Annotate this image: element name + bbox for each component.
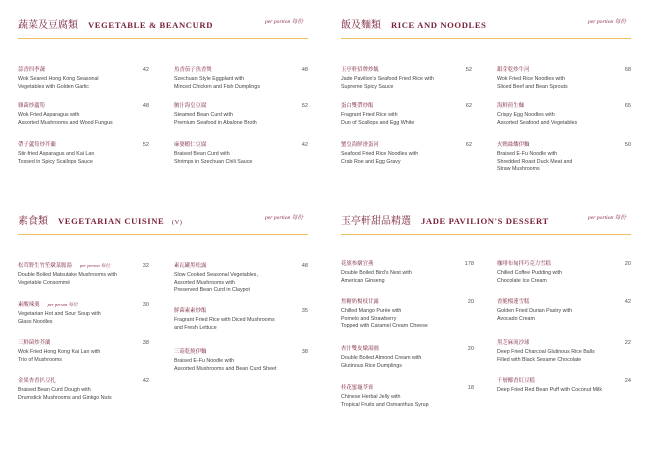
per-portion-label: per portion 每份 <box>588 215 626 221</box>
item-price: 20 <box>467 299 474 305</box>
per-person-label: per person 每位 <box>47 302 78 307</box>
item-desc: Braised Bean Curd with Shrimps in Szechuan Chili Sauce <box>174 151 253 165</box>
menu-item <box>497 141 572 174</box>
section-title <box>18 15 213 33</box>
item-desc: Szechuan Style Eggplant with Minced Chicken and Fish Dumplings <box>174 76 260 90</box>
item-name-zh: 鮑汁海皇豆腐 <box>174 103 207 109</box>
item-name-zh: 香脆榴蓮雪糕 <box>497 299 530 305</box>
section-dessert <box>341 211 631 411</box>
item-name-zh: 魚香茄子魚香煲 <box>174 67 212 73</box>
menu-item <box>18 66 99 91</box>
menu-item <box>18 102 113 127</box>
item-name-zh: 海鮮煎生麵 <box>497 103 524 109</box>
item-desc: Fragrant Fried Rice with Diced Mushrooms and Fresh Lettuce <box>174 317 275 331</box>
menu-item <box>18 262 117 287</box>
item-price: 30 <box>142 302 149 308</box>
item-price: 48 <box>301 263 308 269</box>
item-price: 20 <box>624 261 631 267</box>
item-desc: Chilled Mango Purée with Pomelo and Strawberry Topped with Caramel Cream Cheese <box>341 308 428 330</box>
item-desc: Double Boiled Bird's Nest with American Ginseng <box>341 270 412 284</box>
item-desc: Double Boiled Almond Cream with Glutinous Rice Dumplings <box>341 355 422 369</box>
item-name-zh: 焦糖奶楊枝甘露 <box>341 299 379 305</box>
menu-item <box>174 102 257 127</box>
section-rice-noodles <box>341 15 631 195</box>
menu-item <box>174 307 275 332</box>
menu-item <box>497 66 568 91</box>
menu-item <box>18 301 101 326</box>
item-desc: Steamed Bean Curd with Premium Seafood in Abalone Broth <box>174 112 257 126</box>
item-desc: Deep Fried Charcoal Glutinous Rice Balls Filled with Black Sesame Chocolate <box>497 349 595 363</box>
section-title-zh: 蔬菜及豆腐類 <box>18 20 78 31</box>
menu-item <box>341 102 414 127</box>
item-name-zh: 杏汁雙皮燉湯圓 <box>341 346 379 352</box>
item-name-zh: 鮮菌素素炒飯 <box>174 308 207 314</box>
item-desc: Chilled Coffee Pudding with Chocolate Ice Cream <box>497 270 562 284</box>
item-name-zh: 三鮮菌炒芥蘭 <box>18 340 51 346</box>
item-desc: Vegetarian Hot and Sour Soup with Glass Noodles <box>18 311 101 325</box>
item-desc: Braised E-Fu Noodle with Shredded Roast Duck Meat and Straw Mushrooms <box>497 151 573 173</box>
item-desc: Jade Pavilion's Seafood Fried Rice with Supreme Spicy Sauce <box>341 76 434 90</box>
item-price: 42 <box>142 378 149 384</box>
section-title <box>18 211 183 229</box>
item-price: 50 <box>624 142 631 148</box>
item-price: 42 <box>301 142 308 148</box>
item-price: 62 <box>465 103 472 109</box>
item-price: 24 <box>624 378 631 384</box>
menu-item <box>174 348 276 373</box>
menu-item <box>497 260 562 285</box>
menu-item <box>18 141 94 166</box>
item-desc: Wok Fried Rice Noodles with Sliced Beef and Bean Sprouts <box>497 76 568 90</box>
per-portion-label: per portion 每份 <box>265 19 303 25</box>
item-name-zh: 麻婆蝦仁豆腐 <box>174 142 207 148</box>
section-divider <box>18 234 308 235</box>
item-desc: Slow Cooked Seasonal Vegetables, Assorted Mushrooms with Preserved Bean Curd in Claypot <box>174 272 258 294</box>
menu-item <box>341 141 418 166</box>
item-desc: Double Boiled Matsutake Mushrooms with Vegetable Consommé <box>18 272 117 286</box>
menu-item <box>497 339 595 364</box>
item-price: 42 <box>142 67 149 73</box>
menu-item <box>174 262 258 295</box>
item-desc: Braised E-Fu Noodle with Assorted Mushrooms and Bean Curd Sheet <box>174 358 277 372</box>
item-name-zh: 蛋白雙帶炒飯 <box>341 103 374 109</box>
section-title-zh: 玉亭軒甜品精選 <box>341 216 411 227</box>
item-price: 48 <box>301 67 308 73</box>
item-name-zh: 火鴨絲燜伊麵 <box>497 142 530 148</box>
item-desc: Braised Bean Curd Dough with Drumstick Mushrooms and Ginkgo Nuts <box>18 387 112 401</box>
item-price: 62 <box>465 142 472 148</box>
menu-item <box>174 66 260 91</box>
item-name-zh: 蟹皇海鮮滑蛋河 <box>341 142 379 148</box>
item-desc: Deep Fried Red Bean Puff with Coconut Milk <box>497 387 603 393</box>
per-portion-label: per portion 每份 <box>588 19 626 25</box>
item-price: 52 <box>465 67 472 73</box>
section-title-zh: 飯及麵類 <box>341 20 381 31</box>
item-name-zh: 玉亭軒招牌炒飯 <box>341 67 379 73</box>
item-name-zh: 三菇乾燒伊麵 <box>174 349 207 355</box>
section-title <box>341 211 549 229</box>
item-name-zh: 蒜香四季蔬 <box>18 67 45 73</box>
item-name-zh: 雜菌炒蘆筍 <box>18 103 45 109</box>
item-desc: Golden Fried Durian Pastry with Avocado Cream <box>497 308 573 322</box>
item-price: 20 <box>467 346 474 352</box>
menu-item <box>497 377 602 395</box>
item-price: 22 <box>624 340 631 346</box>
menu-item <box>341 260 412 285</box>
item-price: 18 <box>467 385 474 391</box>
item-name-zh: 素瓦罐黑松露 <box>174 263 207 269</box>
item-name-zh: 黑芝麻流沙球 <box>497 340 530 346</box>
section-title-en: VEGETARIAN CUISINE <box>58 216 165 226</box>
section-title-en: RICE AND NOODLES <box>391 20 487 30</box>
per-portion-label: per portion 每份 <box>265 215 303 221</box>
item-price: 68 <box>624 67 631 73</box>
item-desc: Seafood Fried Rice Noodles with Crab Roe and Egg Gravy <box>341 151 419 165</box>
item-price: 38 <box>142 340 149 346</box>
item-desc: Crispy Egg Noodles with Assorted Seafood and Vegetables <box>497 112 578 126</box>
section-vegetarian <box>18 211 308 411</box>
section-title-zh: 素食類 <box>18 216 48 227</box>
section-title <box>341 15 487 33</box>
item-name-zh: 銀芽乾炒牛河 <box>497 67 530 73</box>
item-desc: Fragrant Fried Rice with Duo of Scallops and Egg White <box>341 112 415 126</box>
menu-item <box>497 298 572 323</box>
item-name-zh: 松茸野生竹笙燉菜膽湯 <box>18 263 72 269</box>
item-desc: Wok Seared Hong Kong Seasonal Vegetables with Golden Garlic <box>18 76 99 90</box>
menu-item <box>341 66 434 91</box>
item-desc: Wok Fried Asparagus with Assorted Mushrooms and Wood Fungus <box>18 112 113 126</box>
item-price: 178 <box>464 261 474 267</box>
menu-item <box>497 102 577 127</box>
item-price: 48 <box>142 103 149 109</box>
section-divider <box>341 38 631 39</box>
menu-item <box>341 384 429 409</box>
item-price: 42 <box>624 299 631 305</box>
item-price: 52 <box>142 142 149 148</box>
item-name-zh: 帶子蘆筍炒芥蘭 <box>18 142 56 148</box>
item-name-zh: 花旗参燉官燕 <box>341 261 374 267</box>
item-price: 38 <box>301 349 308 355</box>
vegetarian-mark: (V) <box>171 219 183 226</box>
item-price: 52 <box>301 103 308 109</box>
item-price: 32 <box>142 263 149 269</box>
item-desc: Stir-fried Asparagus and Kai Lan Tossed in Spicy Scallops Sauce <box>18 151 95 165</box>
item-desc: Chinese Herbal Jelly with Tropical Fruits and Osmanthus Syrup <box>341 394 429 408</box>
item-name-zh: 桂花蜜龜苓膏 <box>341 385 374 391</box>
menu-item <box>341 345 421 370</box>
menu-item <box>174 141 252 166</box>
item-price: 35 <box>301 308 308 314</box>
item-name-zh: 咖啡布甸拌巧克力雪糕 <box>497 261 551 267</box>
section-title-en: VEGETABLE & BEANCURD <box>88 20 214 30</box>
menu-item <box>18 339 100 364</box>
item-desc: Wok Fried Hong Kong Kai Lan with Trio of Mushrooms <box>18 349 101 363</box>
menu-item <box>18 377 112 402</box>
item-name-zh: 金果杏香扒豆扎 <box>18 378 56 384</box>
section-title-en: JADE PAVILION'S DESSERT <box>421 216 549 226</box>
section-vegetable-beancurd <box>18 15 308 195</box>
section-divider <box>18 38 308 39</box>
item-name-zh: 千層椰香紅豆糕 <box>497 378 535 384</box>
section-divider <box>341 234 631 235</box>
menu-item <box>341 298 428 331</box>
item-name-zh: 素酸辣羹 <box>18 302 40 308</box>
item-price: 65 <box>624 103 631 109</box>
per-person-label: per person 每位 <box>79 263 111 268</box>
